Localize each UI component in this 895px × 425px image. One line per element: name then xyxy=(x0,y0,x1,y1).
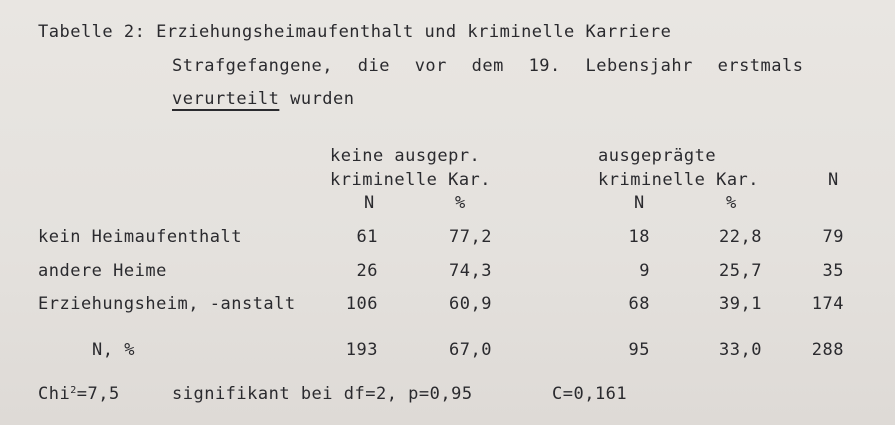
row-label: kein Heimaufenthalt xyxy=(38,227,242,247)
group2-n-header: N xyxy=(634,193,645,213)
underlined-word: verurteilt xyxy=(172,89,280,109)
group2-header-line2: kriminelle Kar. xyxy=(598,170,760,190)
row-n1: 26 xyxy=(356,261,378,281)
row-total: 79 xyxy=(822,227,844,247)
row-p2: 25,7 xyxy=(719,261,762,281)
group1-pct-header: % xyxy=(455,193,466,213)
significance-text: signifikant bei df=2, p=0,95 xyxy=(172,384,473,404)
row-n1: 106 xyxy=(345,294,378,314)
sum-total: 288 xyxy=(811,340,844,360)
table-subtitle-line1: Strafgefangene, die vor dem 19. Lebensjahr erstmals xyxy=(172,56,804,76)
group1-n-header: N xyxy=(364,193,375,213)
total-header: N xyxy=(828,170,839,190)
group2-header-line1: ausgeprägte xyxy=(598,146,717,166)
sum-row-label: N, % xyxy=(92,340,135,360)
group2-pct-header: % xyxy=(726,193,737,213)
sum-p1: 67,0 xyxy=(449,340,492,360)
chi-prefix: Chi xyxy=(38,384,71,404)
group1-header-line1: keine ausgepr. xyxy=(330,146,481,166)
row-total: 174 xyxy=(811,294,844,314)
row-label: andere Heime xyxy=(38,261,167,281)
contingency-coefficient: C=0,161 xyxy=(552,384,628,404)
row-p2: 39,1 xyxy=(719,294,762,314)
row-p1: 77,2 xyxy=(449,227,492,247)
row-label: Erziehungsheim, -anstalt xyxy=(38,294,296,314)
row-n2: 68 xyxy=(628,294,650,314)
chi-value: =7,5 xyxy=(76,384,120,404)
chi-square xyxy=(38,384,120,404)
row-p1: 74,3 xyxy=(449,261,492,281)
subtitle-rest: wurden xyxy=(279,89,355,109)
sum-p2: 33,0 xyxy=(719,340,762,360)
table-title: Tabelle 2: Erziehungsheimaufenthalt und kriminelle Karriere xyxy=(38,22,672,42)
table-subtitle-line2 xyxy=(172,89,355,109)
row-total: 35 xyxy=(822,261,844,281)
sum-n2: 95 xyxy=(628,340,650,360)
row-n1: 61 xyxy=(356,227,378,247)
row-n2: 9 xyxy=(639,261,650,281)
row-n2: 18 xyxy=(628,227,650,247)
sum-n1: 193 xyxy=(345,340,378,360)
group1-header-line2: kriminelle Kar. xyxy=(330,170,492,190)
chi-superscript: 2 xyxy=(70,385,77,396)
row-p1: 60,9 xyxy=(449,294,492,314)
row-p2: 22,8 xyxy=(719,227,762,247)
